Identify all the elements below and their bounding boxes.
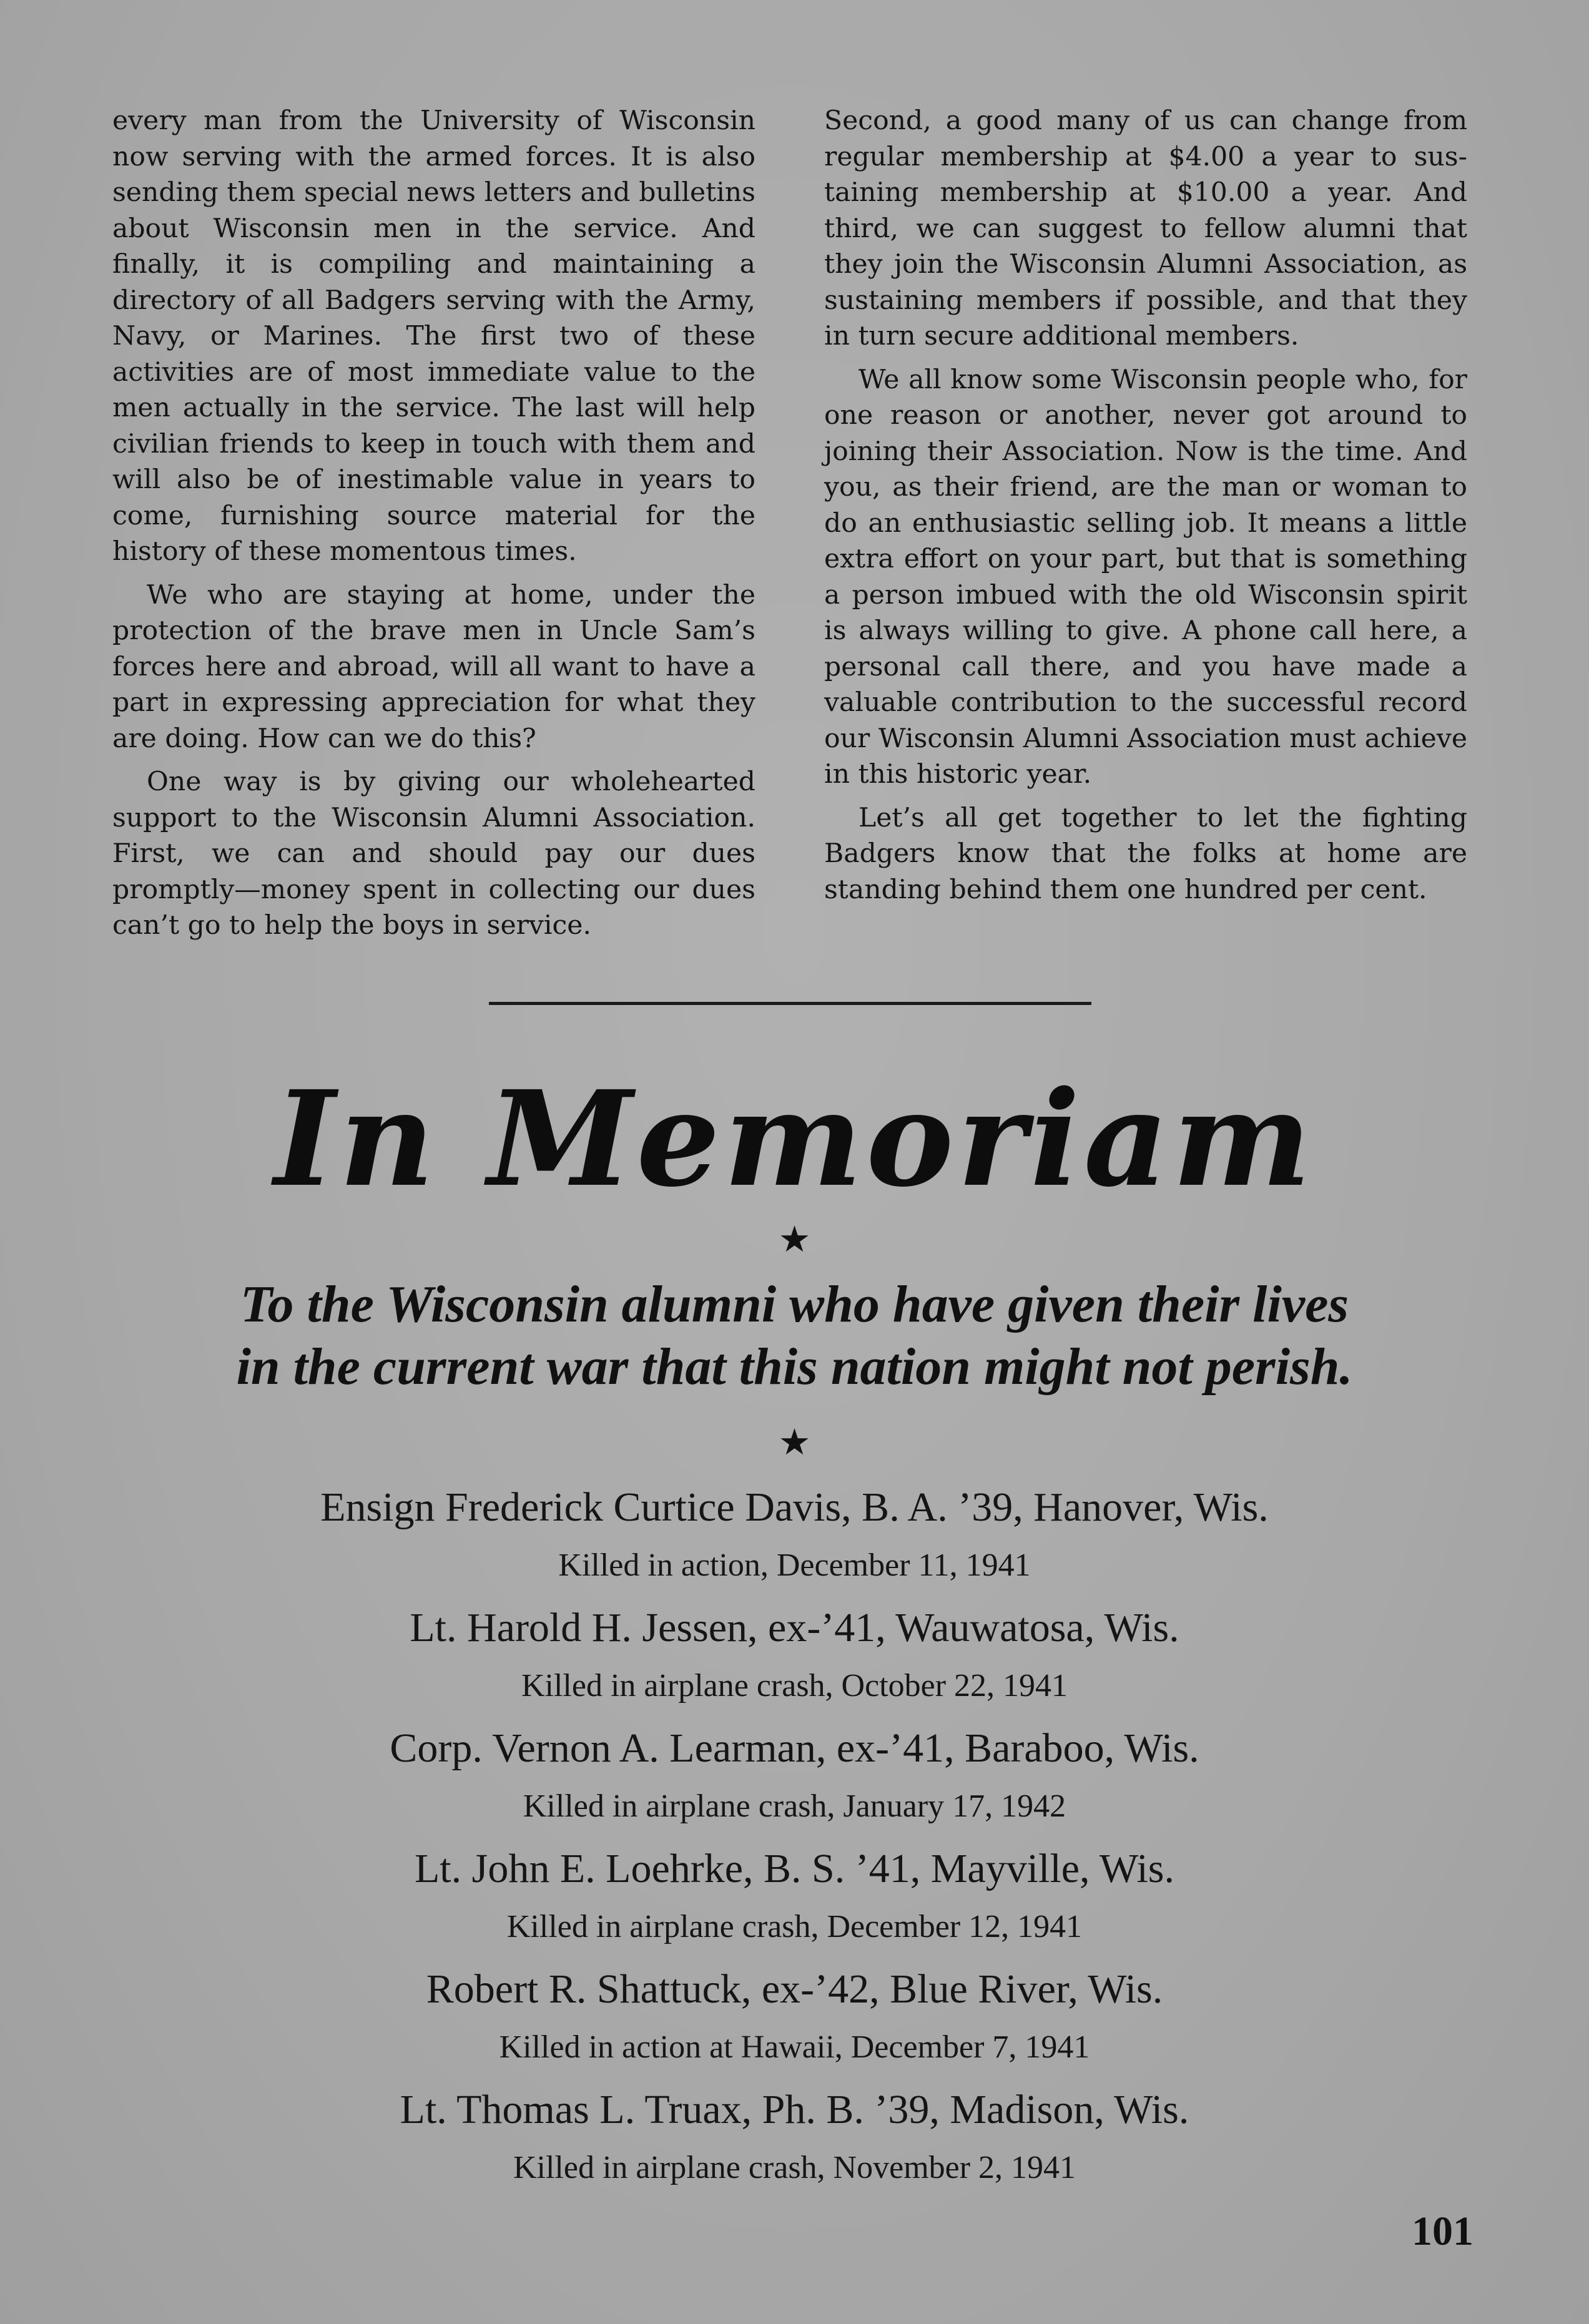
- memoriam-entry: [0, 1720, 1589, 1841]
- entry-name: Corp. Vernon A. Learman, ex-’41, Baraboo, Wis.: [390, 1725, 1199, 1771]
- left-paragraph-3: One way is by giving our wholehearted support to the Wisconsin Alumni Association. First, we can and should pay our dues promptly—money spent in collecting our dues can’t go to help the boys in service.: [112, 767, 755, 941]
- entry-name: Robert R. Shattuck, ex-’42, Blue River, Wis.: [426, 1966, 1163, 2012]
- entry-note: Killed in airplane crash, December 12, 1941: [506, 1909, 1083, 1944]
- entry-name: Lt. John E. Loehrke, B. S. ’41, Mayville, Wis.: [414, 1846, 1174, 1891]
- memoriam-entry: [0, 1961, 1589, 2082]
- entry-name: Lt. Harold H. Jessen, ex-’41, Wauwatosa, Wis.: [410, 1605, 1179, 1650]
- star-icon: ★: [778, 1218, 811, 1260]
- memoriam-entry: [0, 1841, 1589, 1961]
- entry-note: Killed in action at Hawaii, December 7, 1941: [499, 2029, 1090, 2065]
- right-paragraph-2: We all know some Wisconsin people who, for one reason or another, never got around to joining their Association. Now is the time. And you, as their friend, are the man or woman to do an enthusiastic selling job. It means a little extra effort on your part, but that is something a person imbued with the old Wisconsin spirit is always willing to give. A phone call here, a personal call there, and you have made a valuable contribution to the successful record our Wisconsin Alumni Association must achieve in this historic year.: [824, 364, 1467, 790]
- left-paragraph-1: every man from the University of Wisconsin now serving with the armed forces. It is also sending them special news letters and bulletins about Wisconsin men in the service. And finally, it is compiling and maintaining a directory of all Badgers serving with the Army, Navy, or Marines. The first two of these activities are of most immediate value to the men actually in the service. The last will help civilian friends to keep in touch with them and will also be of inestimable value in years to come, furnishing source material for the history of these momentous times.: [112, 105, 755, 567]
- memoriam-entry: [0, 2082, 1589, 2202]
- memoriam-entry: [0, 1479, 1589, 1600]
- section-divider-rule: [489, 1002, 1091, 1005]
- memoriam-dedication: [0, 1273, 1589, 1398]
- right-paragraph-1: Second, a good many of us can change from regular membership at $4.00 a year to sustaining membership at $10.00 a year. And third, we can suggest to fellow alumni that they join the Wisconsin Alumni Association, as sustaining members if possible, and that they in turn secure additional members.: [824, 105, 1467, 351]
- dedication-line-2: in the current war that this nation might not perish.: [236, 1338, 1353, 1396]
- entry-note: Killed in airplane crash, November 2, 1941: [513, 2150, 1076, 2185]
- right-paragraph-3: Let’s all get together to let the fighting Badgers know that the folks at home are standing behind them one hundred per cent.: [824, 802, 1467, 905]
- article-columns: [112, 103, 1467, 964]
- left-paragraph-2: We who are staying at home, under the protection of the brave men in Uncle Sam’s forces here and abroad, will all want to have a part in expressing appreciation for what they are doing. How can we do this?: [112, 579, 755, 754]
- entry-name: Lt. Thomas L. Truax, Ph. B. ’39, Madison, Wis.: [400, 2087, 1189, 2132]
- entry-note: Killed in airplane crash, January 17, 1942: [523, 1788, 1066, 1824]
- entry-note: Killed in action, December 11, 1941: [558, 1547, 1031, 1583]
- entry-note: Killed in airplane crash, October 22, 1941: [521, 1668, 1068, 1704]
- memoriam-entry: [0, 1600, 1589, 1720]
- memoriam-heading: In Memoriam: [273, 1062, 1316, 1216]
- right-column: [824, 103, 1467, 964]
- memoriam-roll: [0, 1479, 1589, 2202]
- page-number: 101: [1412, 2209, 1473, 2254]
- dedication-line-1: To the Wisconsin alumni who have given their lives: [240, 1275, 1349, 1333]
- star-icon: ★: [778, 1421, 811, 1463]
- entry-name: Ensign Frederick Curtice Davis, B. A. ’39, Hanover, Wis.: [320, 1484, 1269, 1530]
- left-column: [112, 103, 755, 964]
